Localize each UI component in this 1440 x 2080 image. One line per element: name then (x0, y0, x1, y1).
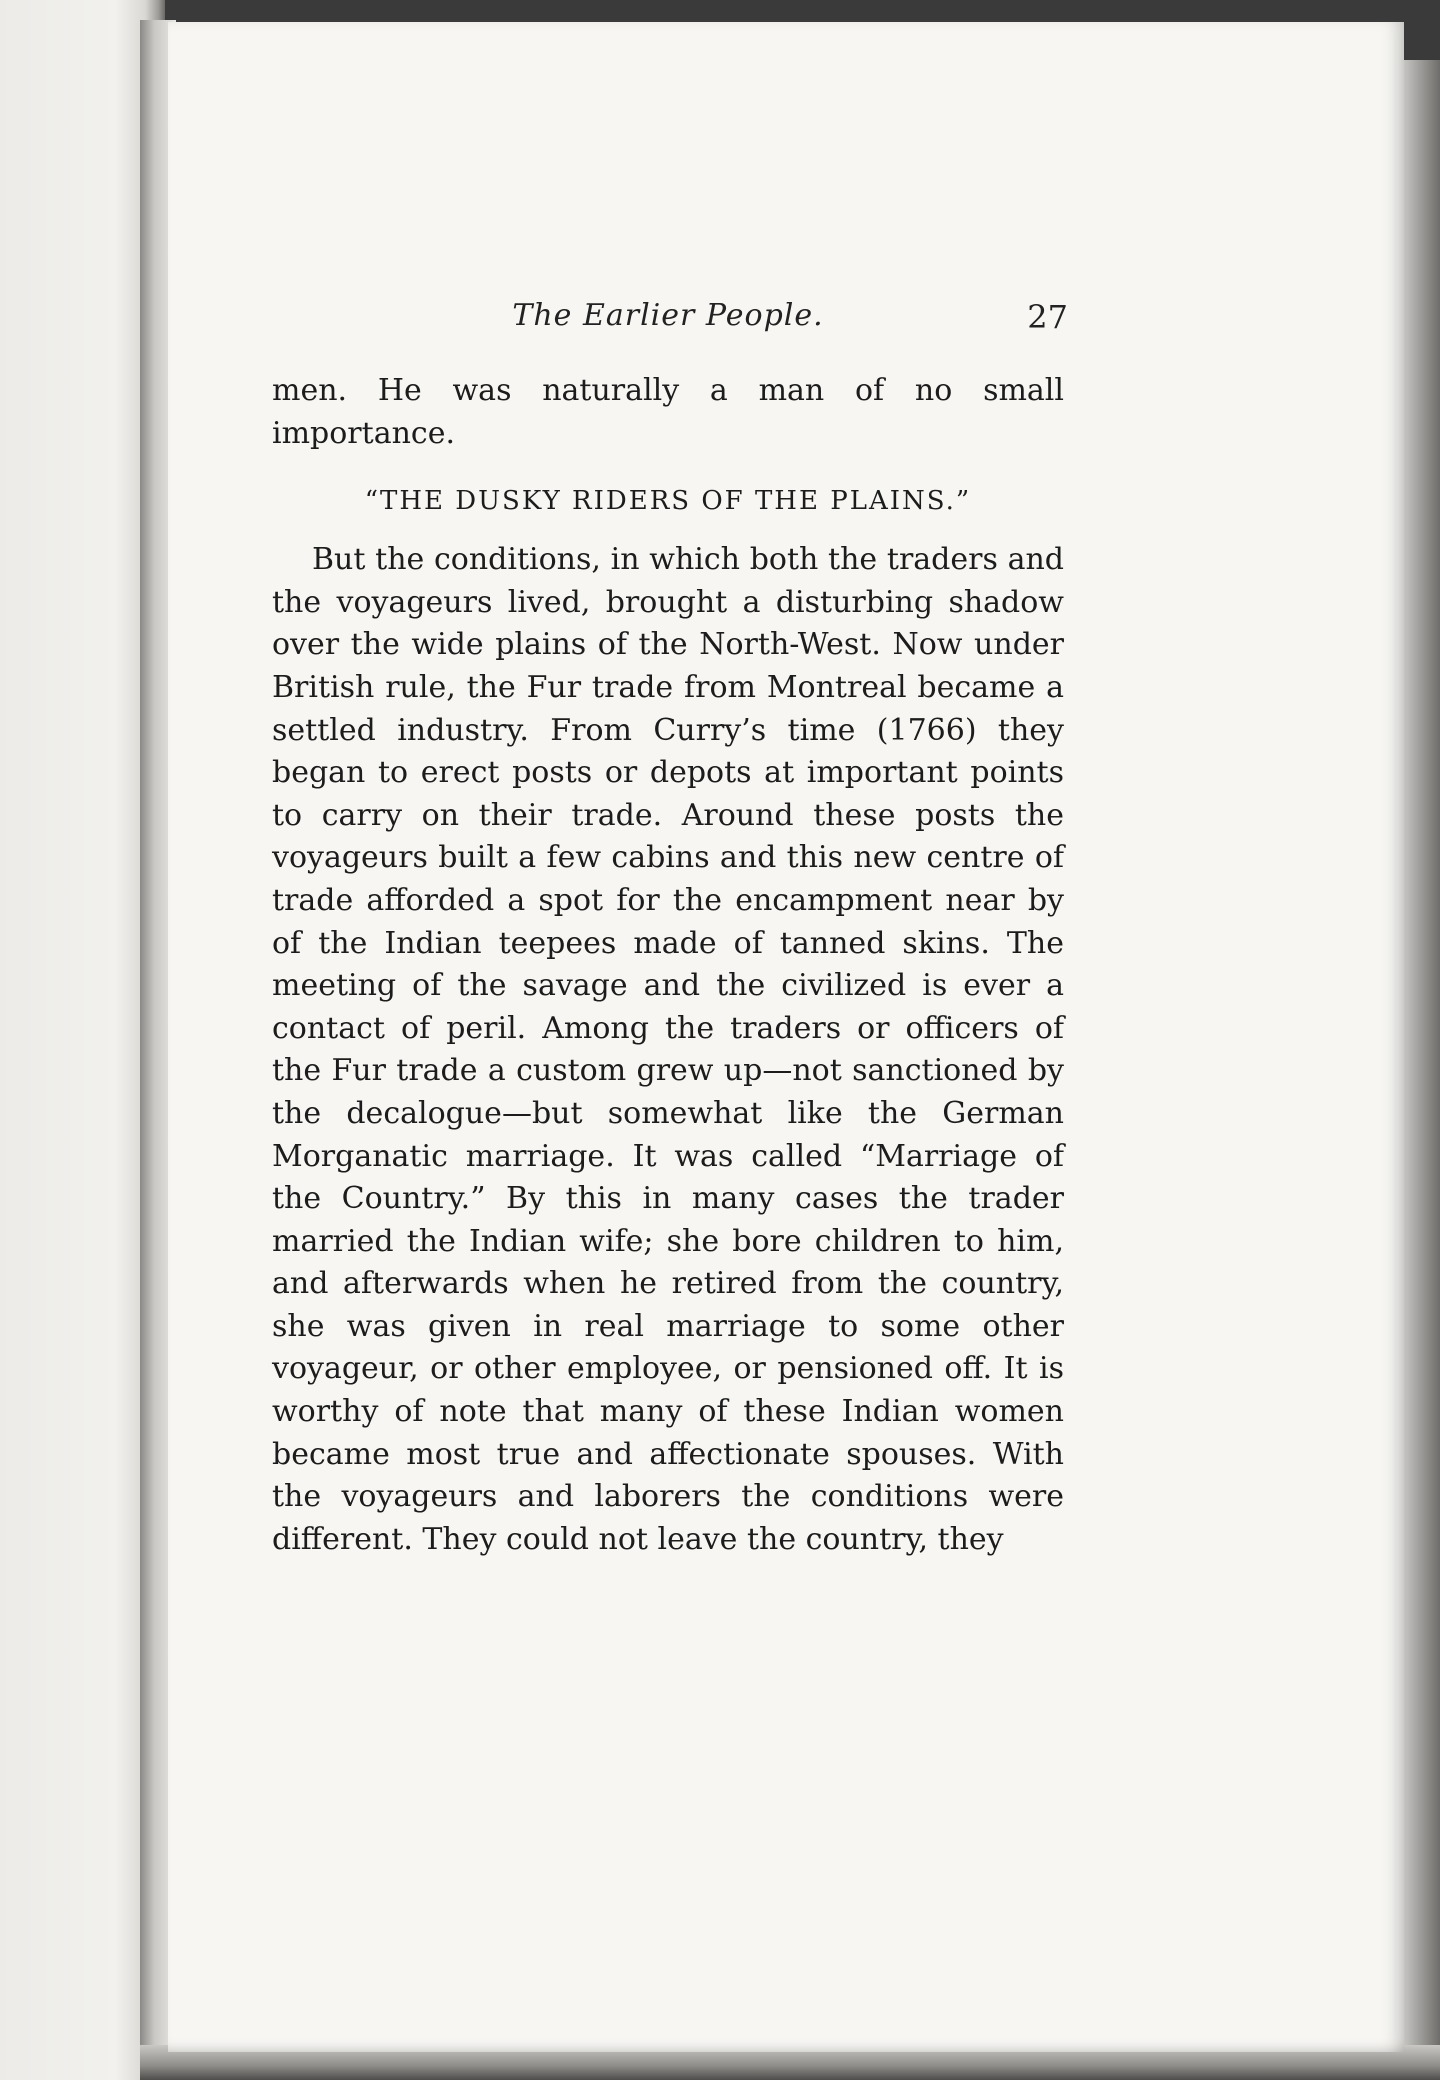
continuation-paragraph: men. He was naturally a man of no small importance. (272, 373, 1064, 451)
page-number: 27 (1027, 298, 1068, 336)
running-head (268, 298, 1068, 338)
page-right-edge (1400, 60, 1440, 2060)
body-text (272, 370, 1064, 1561)
main-paragraph: But the conditions, in which both the traders and the voyageurs lived, brought a disturbing shadow over the wide plains of the North-West. Now under British rule, the Fur trade from Montreal became a settled industry. From Curry’s time (1766) they began to erect posts or depots at important points to carry on their trade. Around these posts the voyageurs built a few cabins and this new centre of trade afforded a spot for the encampment near by of the Indian teepees made of tanned skins. The meeting of the savage and the civilized is ever a contact of peril. Among the traders or officers of the Fur trade a custom grew up—not sanctioned by the decalogue—but somewhat like the German Morganatic marriage. It was called “Marriage of the Country.” By this in many cases the trader married the Indian wife; she bore children to him, and afterwards when he retired from the country, she was given in real marriage to some other voyageur, or other employee, or pensioned off. It is worthy of note that many of these Indian women became most true and affectionate spouses. With the voyageurs and laborers the conditions were different. They could not leave the country, they (272, 542, 1064, 1557)
running-title: The Earlier People. (512, 298, 824, 333)
section-heading: “THE DUSKY RIDERS OF THE PLAINS.” (364, 486, 972, 517)
